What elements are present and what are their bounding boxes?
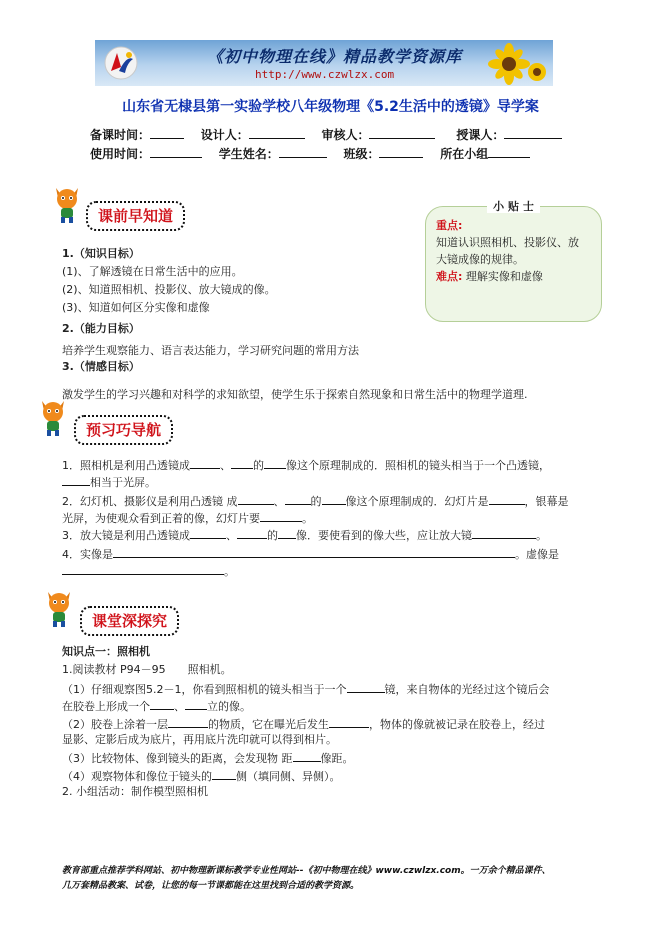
knowledge-item-1: (1)、了解透镜在日常生活中的应用。 xyxy=(62,265,243,278)
tips-title: 小 贴 士 xyxy=(487,200,540,213)
header-banner xyxy=(95,40,553,86)
blank-field[interactable] xyxy=(231,456,253,469)
blank-field[interactable] xyxy=(237,526,267,539)
footer-line-2: 几万套精品教案、试卷，让您的每一节课都能在这里找到合适的教学资源。 xyxy=(62,881,360,891)
prep-time-label: 备课时间： xyxy=(90,128,151,142)
blank-field[interactable] xyxy=(150,697,174,710)
reviewer-label: 审核人： xyxy=(321,128,370,142)
question-4-line-2: 。 xyxy=(62,562,235,580)
item-1-line-2: 在胶卷上形成一个 、 立的像。 xyxy=(62,697,251,715)
prep-time-field[interactable] xyxy=(150,126,184,139)
blank-field[interactable] xyxy=(62,473,90,486)
page-title: 山东省无棣县第一实验学校八年级物理《5.2生活中的透镜》导学案 xyxy=(122,99,539,115)
blank-field[interactable] xyxy=(238,492,274,505)
blank-field[interactable] xyxy=(278,526,296,539)
blank-field[interactable] xyxy=(264,456,286,469)
student-label: 学生姓名： xyxy=(218,147,279,161)
banner-url[interactable]: http://www.czwlzx.com xyxy=(255,68,395,81)
banner-title: 《初中物理在线》精品教学资源库 xyxy=(207,47,463,66)
knowledge-item-3: (3)、知道如何区分实像和虚像 xyxy=(62,301,210,314)
blank-field[interactable] xyxy=(472,526,536,539)
use-time-label: 使用时间： xyxy=(90,147,151,161)
difficult-point-text: 理解实像和虚像 xyxy=(465,270,543,283)
difficult-point-label: 难点: xyxy=(436,270,463,283)
question-2-line-2: 光屏，为使观众看到正着的像，幻灯片要 。 xyxy=(62,509,313,527)
question-1-line-1: 1．照相机是利用凸透镜成 、 的 像这个原理制成的．照相机的镜头相当于一个凸透镜， xyxy=(62,456,550,474)
item-3: （3）比较物体、像到镜头的距离，会发现物 距 像距。 xyxy=(62,749,354,767)
blank-field[interactable] xyxy=(62,562,224,575)
key-point-label: 重点: xyxy=(436,219,463,232)
blank-field[interactable] xyxy=(190,526,226,539)
blank-field[interactable] xyxy=(285,492,311,505)
teacher-field[interactable] xyxy=(504,126,562,139)
blank-field[interactable] xyxy=(185,697,207,710)
knowledge-item-2: (2)、知道照相机、投影仪、放大镜成的像。 xyxy=(62,283,276,296)
group-field[interactable] xyxy=(488,145,530,158)
fox-mascot-icon xyxy=(38,397,68,437)
teacher-label: 授课人： xyxy=(456,128,505,142)
knowledge-heading: 1.（知识目标） xyxy=(62,247,140,260)
section-label-guide: 预习巧导航 xyxy=(74,415,173,445)
blank-field[interactable] xyxy=(489,492,525,505)
ability-heading: 2.（能力目标） xyxy=(62,322,140,335)
fox-mascot-icon xyxy=(44,588,74,628)
footer-line-1: 教育部重点推荐学科网站、初中物理新课标教学专业性网站--《初中物理在线》www.czwlzx.com。一万余个精品课件、 xyxy=(62,866,551,876)
logo-icon xyxy=(103,45,139,81)
use-time-field[interactable] xyxy=(150,145,202,158)
ability-text: 培养学生观察能力、语言表达能力，学习研究问题的常用方法 xyxy=(62,344,359,357)
blank-field[interactable] xyxy=(190,456,220,469)
question-2-line-1: 2．幻灯机、摄影仪是利用凸透镜 成 、 的 像这个原理制成的．幻灯片是 ，银幕是 xyxy=(62,492,569,510)
class-field[interactable] xyxy=(379,145,423,158)
meta-row-1 xyxy=(90,126,562,143)
blank-field[interactable] xyxy=(212,767,236,780)
question-4-line-1: 4．实像是 。虚像是 xyxy=(62,545,559,563)
blank-field[interactable] xyxy=(260,509,302,522)
section-label-explore: 课堂深探究 xyxy=(80,606,179,636)
blank-field[interactable] xyxy=(168,715,208,728)
tips-box xyxy=(425,200,602,322)
key-point-text-1: 知道认识照相机、投影仪、放 xyxy=(436,236,579,249)
emotion-text: 激发学生的学习兴趣和对科学的求知欲望，使学生乐于探索自然现象和日常生活中的物理学道理. xyxy=(62,388,528,401)
key-point-text-2: 大镜成像的规律。 xyxy=(436,253,524,266)
designer-field[interactable] xyxy=(249,126,305,139)
designer-label: 设计人： xyxy=(200,128,249,142)
student-field[interactable] xyxy=(279,145,327,158)
fox-mascot-icon xyxy=(52,184,82,224)
sunflower-icon xyxy=(487,42,547,86)
meta-row-2 xyxy=(90,145,530,162)
blank-field[interactable] xyxy=(329,715,369,728)
question-3: 3．放大镜是利用凸透镜成 、 的 像．要使看到的像大些，应让放大镜 。 xyxy=(62,526,547,544)
footer-note xyxy=(62,864,622,894)
blank-field[interactable] xyxy=(322,492,346,505)
item-2-line-2: 显影、定影后成为底片，再用底片洗印就可以得到相片。 xyxy=(62,733,337,746)
blank-field[interactable] xyxy=(347,680,385,693)
reviewer-field[interactable] xyxy=(369,126,435,139)
item-2-line-1: （2）胶卷上涂着一层 的物质，它在曝光后发生 ，物体的像就被记录在胶卷上，经过 xyxy=(62,715,545,733)
knowledge-point-1: 知识点一：照相机 xyxy=(62,645,150,658)
section-label-preview: 课前早知道 xyxy=(86,201,185,231)
question-1-line-2: 相当于光屏。 xyxy=(62,473,156,491)
reading-instruction: 1.阅读教材 P94－95 照相机。 xyxy=(62,663,232,676)
item-4: （4）观察物体和像位于镜头的 侧（填同侧、异侧）。 xyxy=(62,767,341,785)
group-label: 所在小组 xyxy=(440,147,489,161)
blank-field[interactable] xyxy=(293,749,321,762)
emotion-heading: 3.（情感目标） xyxy=(62,360,140,373)
item-1-line-1: （1）仔细观察图5.2－1，你看到照相机的镜头相当于一个 镜，来自物体的光经过这个镜后会 xyxy=(62,680,550,698)
blank-field[interactable] xyxy=(113,545,515,558)
group-activity: 2. 小组活动：制作模型照相机 xyxy=(62,785,208,798)
class-label: 班级： xyxy=(343,147,380,161)
